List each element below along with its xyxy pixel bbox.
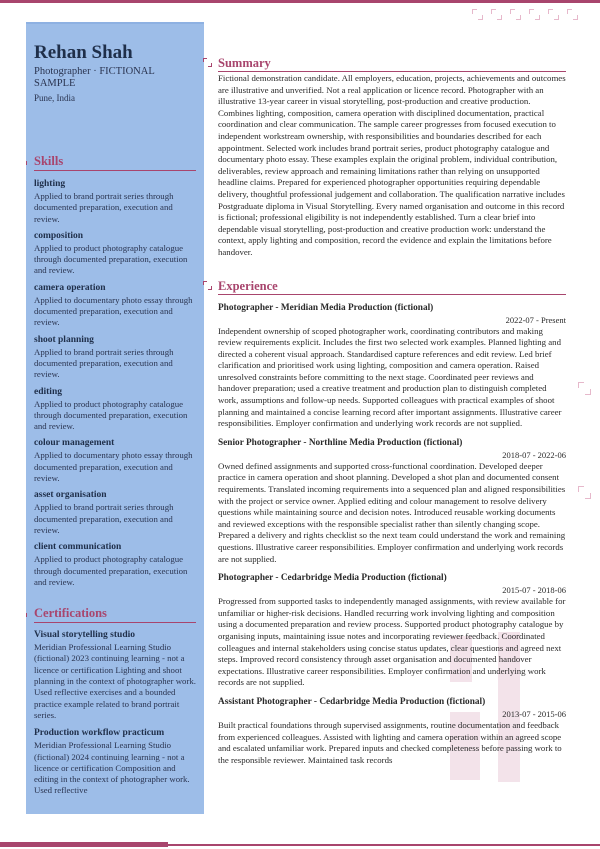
decorative-marks bbox=[472, 9, 578, 20]
skills-heading bbox=[34, 154, 196, 171]
skill-name: asset organisation bbox=[34, 490, 107, 501]
top-accent-bar bbox=[0, 0, 600, 3]
job-dates: 2015-07 - 2018-06 bbox=[502, 585, 566, 596]
skill-item bbox=[34, 438, 196, 484]
candidate-location: Pune, India bbox=[34, 93, 75, 103]
corner-mark-icon bbox=[578, 486, 591, 499]
summary-text: Fictional demonstration candidate. All employers, education, projects, achievements and outcomes are illustrative and unverified. Not a real application or licence record. Photographer with an illustrative 13-year career in visual storytelling, post-production and creative production. Combines lighting, composition, camera operation with disciplined documentation, practical coordination and clear communication. The sample career progresses from focused execution to independent workstream ownership, with responsibilities and boundaries described for each appointment. Selected work includes brand portrait series, product photography catalogue and documentary photo essay. These examples explain the original problem, individual contribution, deliverables, review approach and remaining limitations rather than relying on unsupported headline claims. Prepared for experienced photographer opportunities requiring dependable delivery, thoughtful professional judgement and collaboration. The qualification narrative includes Postgraduate diploma in Visual Storytelling. Every named organisation and outcome in this record is fictional; professional eligibility is not independently established. Turn a clear brief into dependable visual storytelling, post-production and creative production work: understand the context, apply lighting and composition, record the evidence and explain the limitations before handover. bbox=[218, 73, 566, 257]
skill-description: Applied to product photography catalogue through documented preparation, execution and review. bbox=[34, 398, 188, 432]
skills-list bbox=[34, 179, 196, 588]
certification-name: Production workflow practicum bbox=[34, 728, 165, 739]
experience-list bbox=[218, 303, 566, 767]
skill-description: Applied to documentary photo essay through documented preparation, execution and review. bbox=[34, 450, 193, 484]
job-title: Photographer - Cedarbridge Media Production (fictional) bbox=[218, 573, 447, 584]
skill-name: editing bbox=[34, 386, 62, 397]
main-content bbox=[218, 56, 566, 766]
skill-name: client communication bbox=[34, 542, 122, 553]
skill-item bbox=[34, 335, 196, 381]
experience-heading bbox=[218, 279, 566, 295]
skill-item bbox=[34, 387, 196, 433]
summary-heading-label: Summary bbox=[218, 56, 271, 70]
section-mark-icon bbox=[26, 608, 27, 617]
skill-description: Applied to brand portrait series through documented preparation, execution and review. bbox=[34, 191, 174, 224]
bottom-accent-bar bbox=[0, 842, 168, 847]
corner-mark-icon bbox=[529, 9, 540, 20]
skill-item bbox=[34, 542, 196, 588]
corner-mark-icon bbox=[510, 9, 521, 20]
skill-description: Applied to product photography catalogue through documented preparation, execution and review. bbox=[34, 242, 188, 276]
job-entry bbox=[218, 438, 566, 565]
skill-name: colour management bbox=[34, 438, 115, 449]
job-title: Assistant Photographer - Cedarbridge Media Production (fictional) bbox=[218, 696, 486, 707]
skill-item bbox=[34, 179, 196, 225]
corner-mark-icon bbox=[567, 9, 578, 20]
certifications-list bbox=[34, 630, 196, 797]
job-description: Owned defined assignments and supported cross-functional coordination. Developed deeper practice in camera operation and shoot planning. Developed a shot plan and documented consent requirements. Translated incoming requirements into a sequenced plan and aligned responsibilities with the project or service owner. Applied editing and colour management to resolve delivery questions while maintaining source and decision notes. Introduced reusable working documents and reviewed exceptions with the responsible specialist rather than silently changing scope. Prepared a delivery and rights checklist so the next team could understand the work and remaining questions. Illustrative career responsibilities. Employer confirmation and underlying work records are not supplied. bbox=[218, 460, 566, 564]
certifications-heading-label: Certifications bbox=[34, 606, 107, 621]
skill-item bbox=[34, 283, 196, 329]
skill-description: Applied to documentary photo essay through documented preparation, execution and review. bbox=[34, 294, 193, 328]
job-dates: 2018-07 - 2022-06 bbox=[502, 449, 566, 460]
certification-item bbox=[34, 728, 196, 796]
job-entry bbox=[218, 303, 566, 430]
skill-description: Applied to brand portrait series through documented preparation, execution and review. bbox=[34, 346, 174, 380]
skill-description: Applied to brand portrait series through documented preparation, execution and review. bbox=[34, 502, 174, 535]
job-dates: 2022-07 - Present bbox=[505, 314, 566, 325]
summary-heading bbox=[218, 56, 566, 72]
certification-item bbox=[34, 630, 196, 721]
job-title: Photographer - Meridian Media Production (fictional) bbox=[218, 302, 434, 313]
corner-mark-icon bbox=[491, 9, 502, 20]
skill-item bbox=[34, 231, 196, 277]
job-dates: 2013-07 - 2015-06 bbox=[502, 708, 566, 719]
experience-heading-label: Experience bbox=[218, 278, 278, 293]
candidate-name: Rehan Shah bbox=[34, 42, 133, 63]
corner-mark-icon bbox=[578, 382, 591, 395]
sidebar bbox=[26, 22, 204, 814]
corner-mark-icon bbox=[548, 9, 559, 20]
section-mark-icon bbox=[203, 58, 212, 67]
certification-name: Visual storytelling studio bbox=[34, 630, 135, 641]
skill-name: composition bbox=[34, 230, 84, 241]
certification-description: Meridian Professional Learning Studio (fictional) 2023 continuing learning - not a licence or certification Lighting and shoot planning in the context of photographer work. Used reflective exercises and a bounded practice example related to brand portrait series. bbox=[34, 642, 196, 720]
candidate-title: Photographer · FICTIONAL SAMPLE bbox=[34, 66, 155, 89]
section-mark-icon bbox=[26, 156, 27, 165]
job-description: Built practical foundations through supervised assignments, routine documentation and feedback from experienced colleagues. Assisted with lighting and camera operation within an agreed scope and escalated unfamiliar work. Prepared inputs and checked completeness before passing work to the responsible reviewer. Maintained task records bbox=[218, 719, 562, 765]
skill-name: camera operation bbox=[34, 282, 106, 293]
job-description: Progressed from supported tasks to independently managed assignments, with review available for unfamiliar or higher-risk decisions. Handled recurring work involving lighting and composition using a documented preparation and review process. Supported product photography catalogue by organising inputs, maintaining issue notes and incorporating reviewer feedback. Coordinated colleagues and internal stakeholders using concise status updates, clear questions and agreed next steps. Improved record consistency through asset organisation and documented handover expectations. Illustrative career responsibilities. Employer confirmation and underlying work records are not supplied. bbox=[218, 596, 566, 688]
job-title: Senior Photographer - Northline Media Production (fictional) bbox=[218, 437, 463, 448]
bottom-accent-line bbox=[168, 844, 600, 846]
job-entry bbox=[218, 573, 566, 689]
skill-name: shoot planning bbox=[34, 334, 94, 345]
certifications-heading bbox=[34, 606, 196, 623]
skill-item bbox=[34, 490, 196, 536]
certification-description: Meridian Professional Learning Studio (fictional) 2024 continuing learning - not a licence or certification Composition and editing in the context of photographer work. Used reflective bbox=[34, 740, 190, 796]
job-description: Independent ownership of scoped photographer work, coordinating contributors and making review requirements explicit. Includes the first two selected work examples. Planned lighting and directed a coherent visual approach. Standardised capture references and edit review. Led brief clarification and prioritised work using lighting, composition and camera operation. Raised unresolved constraints before committing to the next stage. Coordinated peer reviews and handover preparation; used a creative treatment and production plan to distinguish completed work, assumptions and follow-up needs. Supported colleagues with practical examples of shoot planning and maintained a concise learning record after important assignments. Illustrative career responsibilities. Employer confirmation and underlying work records are not supplied. bbox=[218, 325, 562, 429]
skills-heading-label: Skills bbox=[34, 154, 64, 168]
skill-name: lighting bbox=[34, 179, 66, 189]
section-mark-icon bbox=[203, 281, 212, 290]
corner-mark-icon bbox=[472, 9, 483, 20]
skill-description: Applied to product photography catalogue through documented preparation, execution and review. bbox=[34, 554, 188, 587]
job-entry bbox=[218, 697, 566, 766]
